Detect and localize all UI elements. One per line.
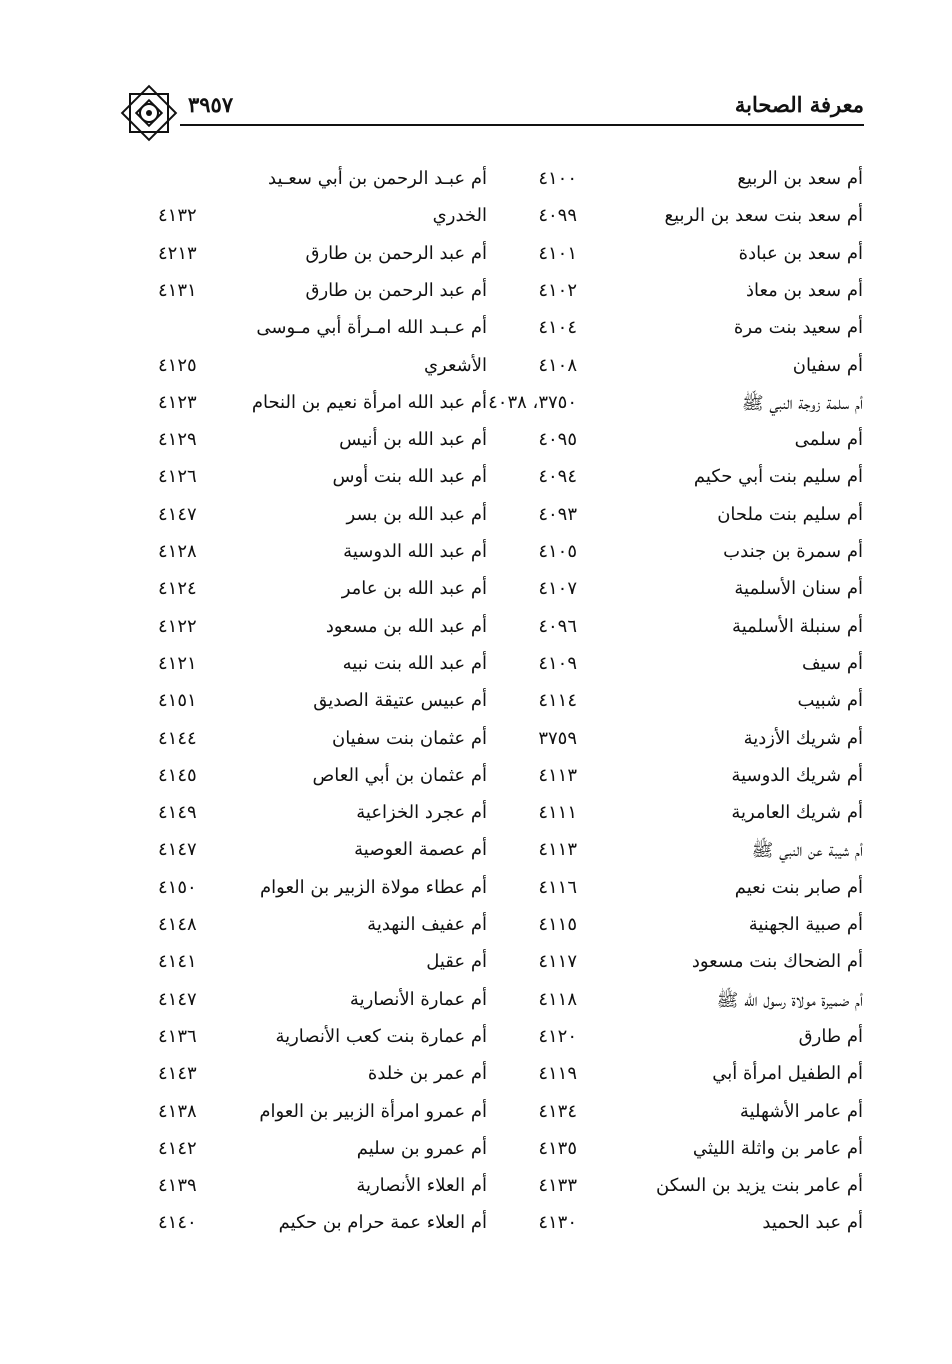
entry-name: أم سعد بنت سعد بن الربيع	[664, 205, 863, 227]
entry-name: أم سليم بنت ملحان	[717, 503, 863, 525]
related-entry-name: أم عبد الله الدوسية	[343, 541, 487, 562]
index-row	[0, 983, 952, 1020]
entry-reference: ٤١٣٤	[538, 1100, 577, 1122]
index-row	[0, 833, 952, 870]
related-entry-name: أم العلاء الأنصارية	[356, 1175, 487, 1197]
index-row	[0, 423, 952, 460]
entry-name: أم صابر بنت نعيم	[734, 876, 863, 898]
related-entry-reference: ٤١٣١	[158, 279, 197, 301]
index-row	[0, 871, 952, 908]
index-row	[0, 1020, 952, 1057]
entry-name: أم شريك الأزدية	[743, 727, 863, 749]
index-row	[0, 1057, 952, 1094]
entry-name: أم الضحاك بنت مسعود	[691, 951, 863, 973]
entry-reference: ٤١١٥	[538, 914, 577, 935]
index-row	[0, 311, 952, 348]
entry-name: أم عامر بن واثلة الليثي	[692, 1137, 863, 1159]
index-row	[0, 1132, 952, 1169]
index-row	[0, 945, 952, 982]
entry-name: أم سعد بن عبادة	[738, 242, 863, 264]
related-entry-reference: ٤٢١٣	[158, 242, 197, 264]
entry-reference: ٤١٣٠	[538, 1212, 577, 1234]
related-entry-name: أم عمارة بنت كعب الأنصارية	[275, 1025, 487, 1047]
index-row	[0, 162, 952, 199]
index-row	[0, 237, 952, 274]
index-row	[0, 796, 952, 833]
entry-reference: ٤١٠٥	[538, 541, 577, 562]
related-entry-name: أم عبد الله بنت أوس	[332, 466, 487, 488]
related-entry-name: أم عفيف النهدية	[367, 914, 487, 935]
related-entry-reference: ٤١٤٠	[158, 1212, 197, 1234]
index-row	[0, 1169, 952, 1206]
entry-reference: ٤١٢٠	[538, 1025, 577, 1047]
index-row	[0, 535, 952, 572]
related-entry-name: أم عثمان بن أبي العاص	[312, 764, 487, 786]
related-entry-name: أم عبـد الرحمن بن أبي سعـيد	[268, 168, 487, 189]
entry-name: أم طارق	[798, 1025, 863, 1047]
entry-reference: ٣٧٥٠، ٤٠٣٨	[488, 391, 577, 413]
related-entry-name: أم عبد الله بنت نبيه	[342, 652, 487, 674]
related-entry-reference: ٤١٤٢	[158, 1137, 197, 1159]
entry-name: أم شبيب	[797, 690, 863, 712]
related-entry-name: أم العلاء عمة حرام بن حكيم	[278, 1212, 487, 1234]
entry-reference: ٤٠٩٦	[538, 615, 577, 637]
related-entry-reference: ٤١٤٨	[158, 914, 197, 935]
index-row	[0, 610, 952, 647]
entry-name: أم سعد بن الربيع	[737, 168, 863, 189]
entry-name: أم صبية الجهنية	[748, 914, 863, 935]
running-title: معرفة الصحابة	[734, 92, 864, 117]
related-entry-name: أم عصمة العوصية	[354, 839, 487, 861]
entry-reference: ٤٠٩٩	[538, 205, 577, 227]
entry-name: أم سفيان	[792, 354, 863, 376]
related-entry-name: أم عبد الله بن أنيس	[339, 429, 487, 451]
related-entry-reference: ٤١٣٢	[158, 205, 197, 227]
entry-reference: ٤١١٩	[538, 1063, 577, 1085]
entry-reference: ٤١٠٧	[538, 578, 577, 600]
related-entry-reference: ٤١٢١	[158, 652, 197, 674]
index-row	[0, 274, 952, 311]
related-entry-name: أم عبد الرحمن بن طارق	[305, 242, 487, 264]
related-entry-name: أم عبد الله امرأة نعيم بن النحام	[251, 391, 487, 413]
related-entry-name: أم عبد الله بن عامر	[341, 578, 487, 600]
related-entry-name: أم عمرو امرأة الزبير بن العوام	[259, 1100, 487, 1122]
entry-name: أم سعيد بنت مرة	[733, 317, 863, 339]
related-entry-name: الخدري	[432, 205, 487, 227]
entry-name: أم شريك الدوسية	[731, 764, 863, 786]
related-entry-reference: ٤١٤٧	[158, 839, 197, 861]
index-row	[0, 572, 952, 609]
entry-name: أم عامر الأشهلية	[739, 1100, 863, 1122]
entry-name: أم سنان الأسلمية	[734, 578, 863, 600]
entry-reference: ٤١٠٨	[538, 354, 577, 376]
entry-reference: ٤١١٧	[538, 951, 577, 973]
related-entry-name: أم عطاء مولاة الزبير بن العوام	[260, 876, 487, 898]
entry-reference: ٣٧٥٩	[538, 727, 577, 749]
page-number: ٣٩٥٧	[188, 92, 234, 117]
entry-reference: ٤١٠٩	[538, 652, 577, 674]
index-row	[0, 684, 952, 721]
related-entry-name: أم عبيس عتيقة الصديق	[313, 690, 487, 712]
related-entry-name: أم عقيل	[426, 951, 487, 973]
entry-name: أم سمرة بن جندب	[723, 541, 863, 562]
related-entry-reference: ٤١٣٨	[158, 1100, 197, 1122]
related-entry-reference: ٤١٣٩	[158, 1175, 197, 1197]
related-entry-name: أم عمارة الأنصارية	[349, 988, 487, 1010]
entry-name: أم الطفيل امرأة أبي	[712, 1063, 863, 1085]
related-entry-reference: ٤١٢٨	[158, 541, 197, 562]
entry-name: أم عامر بنت يزيد بن السكن	[656, 1175, 863, 1197]
entry-name: أم عبد الحميد	[762, 1212, 863, 1234]
entry-name: أم سنبلة الأسلمية	[732, 615, 863, 637]
octagonal-star-ornament-icon	[118, 82, 180, 144]
index-row	[0, 1206, 952, 1243]
index-row	[0, 1095, 952, 1132]
related-entry-reference: ٤١٤٣	[158, 1063, 197, 1085]
related-entry-reference: ٤١٥١	[158, 690, 197, 712]
index-row	[0, 349, 952, 386]
entry-reference: ٤٠٩٤	[538, 466, 577, 488]
related-entry-name: أم عبد الله بن بسر	[346, 503, 487, 525]
related-entry-name: أم عجرد الخزاعية	[356, 802, 487, 824]
entry-reference: ٤١١٨	[538, 988, 577, 1010]
entry-reference: ٤٠٩٣	[538, 503, 577, 525]
entry-name: أم سلمى	[794, 429, 863, 451]
entry-reference: ٤٠٩٥	[538, 429, 577, 451]
entry-reference: ٤١٣٥	[538, 1137, 577, 1159]
related-entry-reference: ٤١٢٩	[158, 429, 197, 451]
related-entry-reference: ٤١٢٥	[158, 354, 197, 376]
index-row	[0, 759, 952, 796]
index-row	[0, 460, 952, 497]
entry-name: أم شيبة عن النبي ﷺ	[751, 840, 863, 862]
entry-reference: ٤١١٣	[538, 764, 577, 786]
related-entry-name: أم عمر بن خلدة	[367, 1063, 487, 1085]
related-entry-reference: ٤١٤٤	[158, 727, 197, 749]
related-entry-reference: ٤١٤١	[158, 951, 197, 973]
index-row	[0, 647, 952, 684]
related-entry-reference: ٤١٤٩	[158, 802, 197, 824]
related-entry-name: أم عـبـد الله امـرأة أبي مـوسى	[256, 317, 487, 339]
index-row	[0, 722, 952, 759]
related-entry-reference: ٤١٢٣	[158, 391, 197, 413]
entry-name: أم سيف	[801, 652, 863, 674]
entry-reference: ٤١١٤	[538, 690, 577, 712]
page-header	[118, 88, 864, 128]
related-entry-reference: ٤١٢٢	[158, 615, 197, 637]
related-entry-reference: ٤١٤٥	[158, 764, 197, 786]
entry-reference: ٤١١١	[538, 802, 577, 824]
index-row	[0, 199, 952, 236]
entry-reference: ٤١١٣	[538, 839, 577, 861]
entry-name: أم ضميرة مولاة رسول الله ﷺ	[716, 989, 863, 1011]
entry-name: أم شريك العامرية	[731, 802, 863, 824]
entry-reference: ٤١٠٠	[538, 168, 577, 189]
entry-reference: ٤١٣٣	[538, 1175, 577, 1197]
related-entry-name: أم عبد الرحمن بن طارق	[305, 279, 487, 301]
entry-name: أم سلمة زوجة النبي ﷺ	[741, 392, 863, 414]
related-entry-name: أم عمرو بن سليم	[356, 1137, 487, 1159]
related-entry-name: أم عبد الله بن مسعود	[325, 615, 487, 637]
index-row	[0, 908, 952, 945]
related-entry-reference: ٤١٢٦	[158, 466, 197, 488]
header-rule	[180, 124, 864, 126]
related-entry-name: الأشعري	[423, 354, 487, 376]
entry-name: أم سليم بنت أبي حكيم	[693, 466, 863, 488]
entry-reference: ٤١٠٤	[538, 317, 577, 339]
related-entry-reference: ٤١٢٤	[158, 578, 197, 600]
entry-name: أم سعد بن معاذ	[745, 279, 863, 301]
related-entry-reference: ٤١٣٦	[158, 1025, 197, 1047]
entry-reference: ٤١٠٢	[538, 279, 577, 301]
related-entry-reference: ٤١٤٧	[158, 988, 197, 1010]
related-entry-name: أم عثمان بنت سفيان	[331, 727, 487, 749]
entry-reference: ٤١٠١	[538, 242, 577, 264]
index-row	[0, 386, 952, 423]
index-row	[0, 498, 952, 535]
related-entry-reference: ٤١٥٠	[158, 876, 197, 898]
entry-reference: ٤١١٦	[538, 876, 577, 898]
related-entry-reference: ٤١٤٧	[158, 503, 197, 525]
